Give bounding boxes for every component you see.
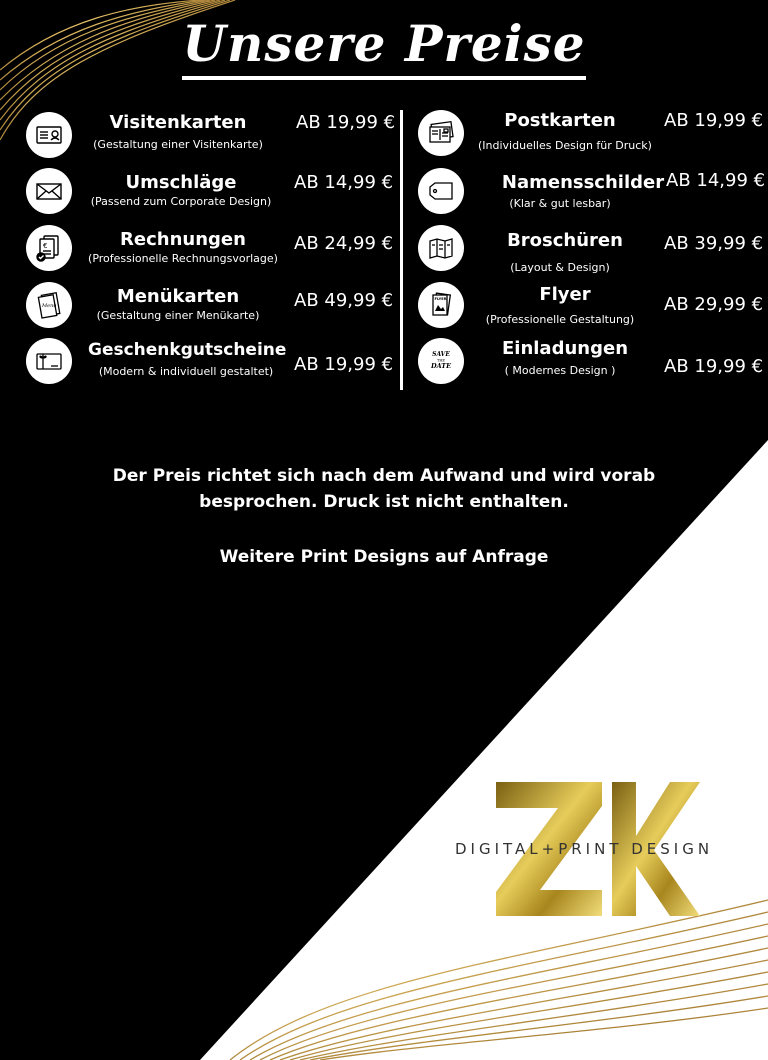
item-price: AB 29,99 € bbox=[664, 294, 764, 315]
item-name: Rechnungen bbox=[120, 229, 246, 250]
item-price: AB 39,99 € bbox=[664, 233, 764, 254]
name-tag-icon bbox=[418, 168, 464, 214]
item-name: Menükarten bbox=[116, 286, 240, 307]
price-note bbox=[0, 463, 768, 515]
item-name: Flyer bbox=[539, 284, 591, 305]
svg-text:€: € bbox=[43, 242, 48, 250]
flyer-icon-label: FLYER bbox=[434, 297, 447, 301]
item-price: AB 49,99 € bbox=[294, 290, 394, 311]
price-note-line2: besprochen. Druck ist nicht enthalten. bbox=[199, 492, 569, 512]
item-subtitle: (Individuelles Design für Druck) bbox=[478, 139, 652, 152]
item-subtitle: (Professionelle Gestaltung) bbox=[485, 313, 635, 326]
price-item-umschlaege bbox=[26, 168, 396, 224]
price-item-einladungen bbox=[418, 338, 768, 394]
price-item-broschueren bbox=[418, 225, 768, 281]
item-subtitle: ( Modernes Design ) bbox=[504, 364, 616, 377]
invoice-icon bbox=[26, 225, 72, 271]
envelope-icon bbox=[26, 168, 72, 214]
item-subtitle: (Passend zum Corporate Design) bbox=[90, 195, 272, 208]
item-name: Namensschilder bbox=[501, 172, 665, 193]
item-price: AB 19,99 € bbox=[664, 110, 764, 131]
item-name: Visitenkarten bbox=[109, 112, 247, 133]
price-item-visitenkarten bbox=[26, 112, 396, 168]
item-subtitle: (Klar & gut lesbar) bbox=[509, 197, 611, 210]
item-name: Broschüren bbox=[507, 230, 623, 251]
save-the-date-line1: SAVE bbox=[432, 351, 450, 358]
gift-voucher-icon bbox=[26, 338, 72, 384]
item-price: AB 14,99 € bbox=[294, 172, 394, 193]
brochure-icon bbox=[418, 225, 464, 271]
item-name: Postkarten bbox=[504, 110, 616, 131]
price-item-geschenkgutscheine bbox=[26, 338, 396, 394]
price-item-flyer bbox=[418, 282, 768, 338]
menu-card-icon bbox=[26, 282, 72, 328]
price-item-menuekarten bbox=[26, 282, 396, 338]
save-the-date-line3: DATE bbox=[430, 362, 452, 370]
price-note-line1: Der Preis richtet sich nach dem Aufwand und wird vorab bbox=[112, 466, 656, 486]
item-subtitle: (Gestaltung einer Visitenkarte) bbox=[93, 138, 263, 151]
item-price: AB 19,99 € bbox=[664, 356, 764, 377]
column-divider bbox=[400, 110, 403, 390]
price-item-postkarten bbox=[418, 110, 768, 166]
item-name: Umschläge bbox=[125, 172, 237, 193]
item-price: AB 19,99 € bbox=[296, 112, 396, 133]
item-subtitle: (Professionelle Rechnungsvorlage) bbox=[88, 252, 278, 265]
item-subtitle: (Layout & Design) bbox=[510, 261, 610, 274]
svg-text:Menu: Menu bbox=[42, 303, 57, 309]
page-title: Unsere Preise bbox=[0, 14, 768, 80]
price-item-rechnungen bbox=[26, 225, 396, 281]
logo-tagline: DIGITAL+PRINT DESIGN bbox=[455, 840, 714, 858]
item-subtitle: (Modern & individuell gestaltet) bbox=[98, 365, 274, 378]
item-subtitle: (Gestaltung einer Menükarte) bbox=[96, 309, 260, 322]
item-price: AB 14,99 € bbox=[666, 170, 766, 191]
business-card-icon bbox=[26, 112, 72, 158]
item-name: Einladungen bbox=[501, 338, 629, 359]
postcard-icon bbox=[418, 110, 464, 156]
price-item-namensschilder bbox=[418, 168, 768, 224]
item-price: AB 24,99 € bbox=[294, 233, 394, 254]
item-name: Geschenkgutscheine bbox=[88, 340, 287, 360]
save-the-date-icon bbox=[418, 338, 464, 384]
flyer-icon bbox=[418, 282, 464, 328]
more-designs-note: Weitere Print Designs auf Anfrage bbox=[219, 547, 549, 567]
item-price: AB 19,99 € bbox=[294, 354, 394, 375]
save-the-date-line2: THE bbox=[437, 358, 445, 363]
